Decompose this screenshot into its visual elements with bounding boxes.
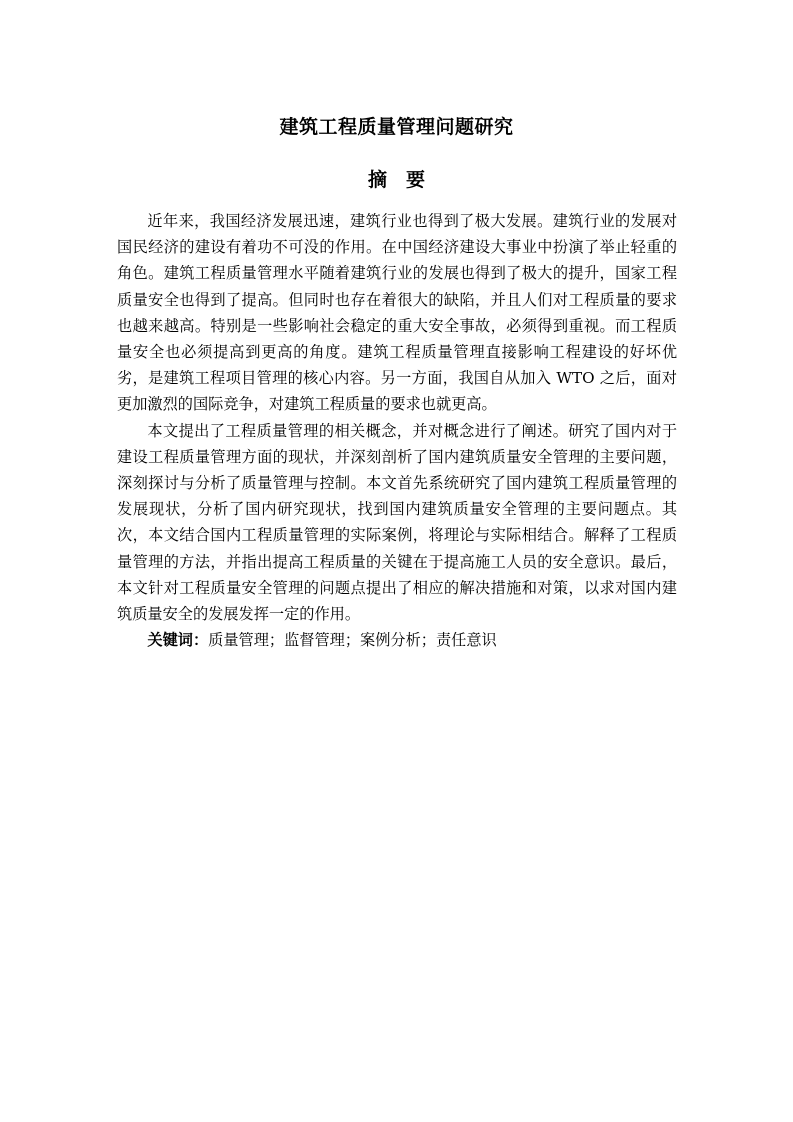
abstract-paragraph: 近年来，我国经济发展迅速，建筑行业也得到了极大发展。建筑行业的发展对国民经济的建设有着功不可没的作用。在中国经济建设大事业中扮演了举止轻重的角色。建筑工程质量管理水平随着建筑行业的发展也得到了极大的提升，国家工程质量安全也得到了提高。但同时也存在着很大的缺陷，并且人们对工程质量的要求也越来越高。特别是一些影响社会稳定的重大安全事故，必须得到重视。而工程质量安全也必须提高到更高的角度。建筑工程质量管理直接影响工程建设的好坏优劣，是建筑工程项目管理的核心内容。另一方面，我国自从加入 WTO 之后，面对更加激烈的国际竞争，对建筑工程质量的要求也就更高。 xyxy=(117,212,677,414)
keywords-label: 关键词： xyxy=(147,631,209,650)
document-title: 建筑工程质量管理问题研究 xyxy=(279,116,514,138)
abstract-body xyxy=(117,208,677,653)
keywords-text: 质量管理；监督管理；案例分析；责任意识 xyxy=(208,631,497,650)
keywords-line xyxy=(117,627,677,653)
abstract-paragraph: 本文提出了工程质量管理的相关概念，并对概念进行了阐述。研究了国内对于建设工程质量管理方面的现状，并深刻剖析了国内建筑质量安全管理的主要问题，深刻探讨与分析了质量管理与控制。本文首先系统研究了国内建筑工程质量管理的发展现状，分析了国内研究现状，找到国内建筑质量安全管理的主要问题点。其次，本文结合国内工程质量管理的实际案例，将理论与实际相结合。解释了工程质量管理的方法，并指出提高工程质量的关键在于提高施工人员的安全意识。最后，本文针对工程质量安全管理的问题点提出了相应的解决措施和对策，以求对国内建筑质量安全的发展发挥一定的作用。 xyxy=(117,421,677,624)
abstract-heading: 摘 要 xyxy=(367,169,425,191)
